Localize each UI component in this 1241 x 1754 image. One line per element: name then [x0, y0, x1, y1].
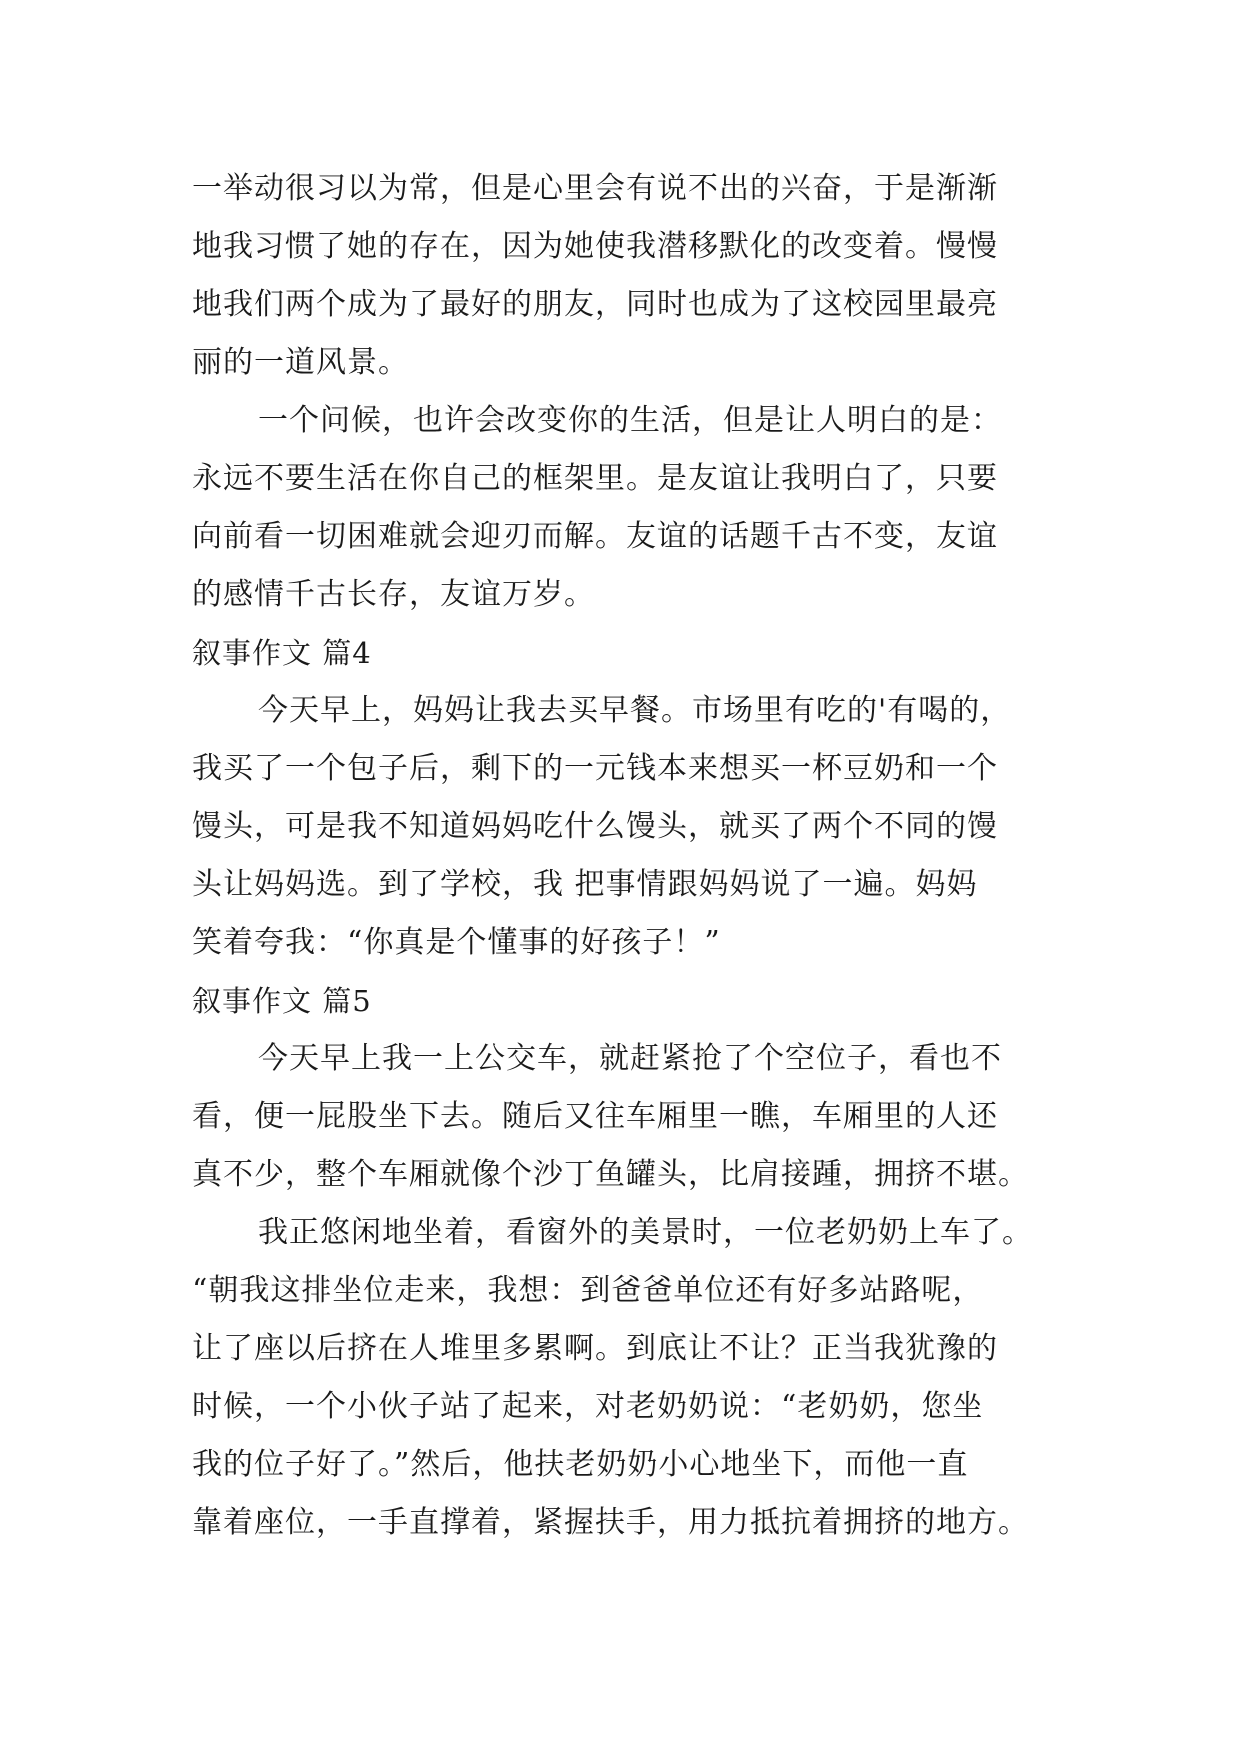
text-line: 丽的一道风景。 [192, 345, 409, 380]
paragraph-first-line: 今天早上，妈妈让我去买早餐。市场里有吃的'有喝的， [258, 693, 1012, 728]
text-line: 真不少，整个车厢就像个沙丁鱼罐头，比肩接踵，拥挤不堪。 [192, 1157, 1029, 1192]
text-line: 一举动很习以为常，但是心里会有说不出的兴奋，于是渐渐 [192, 171, 998, 206]
text-line: 的感情千古长存，友谊万岁。 [192, 577, 595, 612]
text-line: 我的位子好了。”然后，他扶老奶奶小心地坐下，而他一直 [192, 1447, 969, 1482]
text-line: 头让妈妈选。到了学校，我 把事情跟妈妈说了一遍。妈妈 [192, 867, 978, 902]
text-line: 地我习惯了她的存在，因为她使我潜移默化的改变着。慢慢 [192, 229, 998, 264]
text-line: 向前看一切困难就会迎刃而解。友谊的话题千古不变，友谊 [192, 519, 998, 554]
text-line: 靠着座位，一手直撑着，紧握扶手，用力抵抗着拥挤的地方。 [192, 1505, 1029, 1540]
text-line: 看，便一屁股坐下去。随后又往车厢里一瞧，车厢里的人还 [192, 1099, 998, 1134]
text-line: 让了座以后挤在人堆里多累啊。到底让不让？正当我犹豫的 [192, 1331, 998, 1366]
text-line: 笑着夸我：“你真是个懂事的好孩子！” [192, 925, 721, 960]
text-line: “朝我这排坐位走来，我想：到爸爸单位还有好多站路呢， [192, 1273, 984, 1308]
text-line: 馒头，可是我不知道妈妈吃什么馒头，就买了两个不同的馒 [192, 809, 998, 844]
text-line: 永远不要生活在你自己的框架里。是友谊让我明白了，只要 [192, 461, 998, 496]
text-line: 地我们两个成为了最好的朋友，同时也成为了这校园里最亮 [192, 287, 998, 322]
paragraph-first-line: 我正悠闲地坐着，看窗外的美景时，一位老奶奶上车了。 [258, 1215, 1033, 1250]
paragraph-first-line: 一个问候，也许会改变你的生活，但是让人明白的是： [258, 403, 1002, 438]
document-page [192, 160, 1052, 1552]
section-heading: 叙事作文 篇5 [192, 984, 372, 1018]
section-heading: 叙事作文 篇4 [192, 636, 372, 670]
text-line: 时候，一个小伙子站了起来，对老奶奶说：“老奶奶，您坐 [192, 1389, 984, 1424]
text-line: 我买了一个包子后，剩下的一元钱本来想买一杯豆奶和一个 [192, 751, 998, 786]
paragraph-first-line: 今天早上我一上公交车，就赶紧抢了个空位子，看也不 [258, 1041, 1002, 1076]
